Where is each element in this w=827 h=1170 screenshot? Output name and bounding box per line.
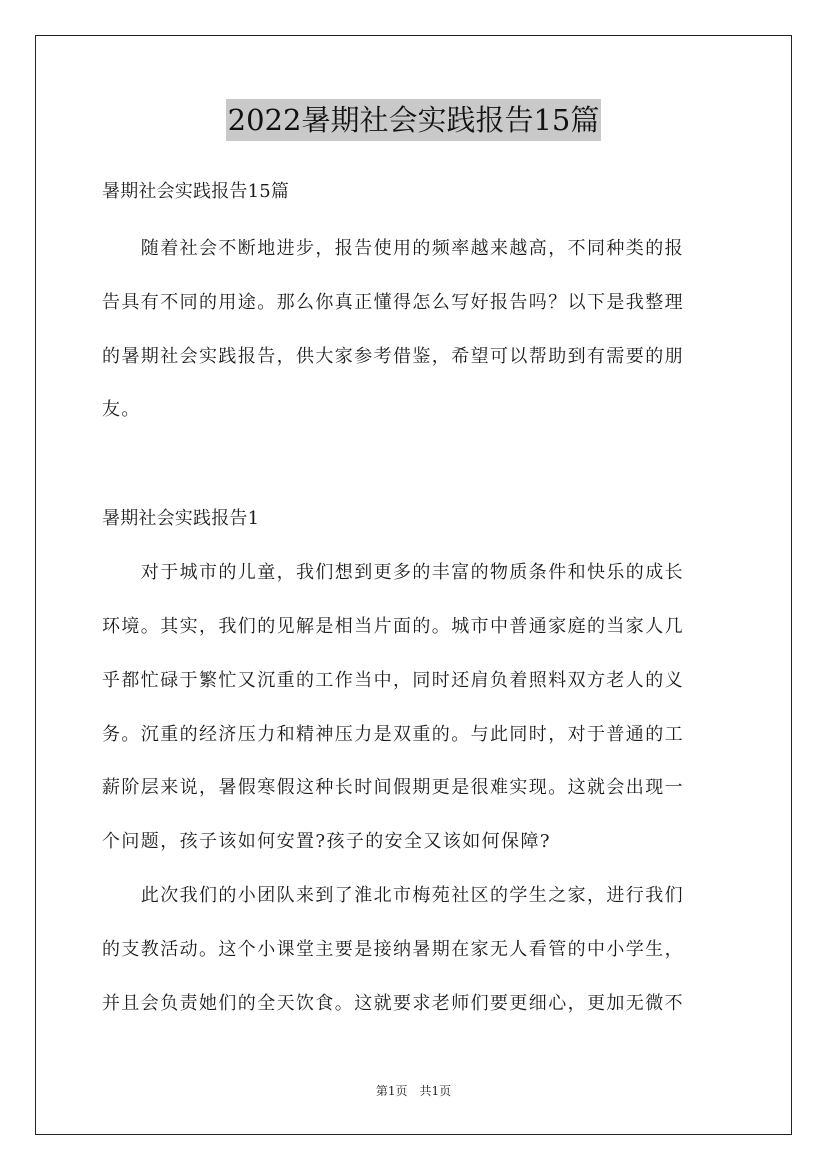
paragraph-line: 对于城市的儿童，我们想到更多的丰富的物质条件和快乐的成长 — [102, 562, 684, 583]
paragraph-line: 个问题，孩子该如何安置?孩子的安全又该如何保障? — [102, 831, 551, 852]
paragraph-line: 乎都忙碌于繁忙又沉重的工作当中，同时还肩负着照料双方老人的义 — [102, 670, 684, 691]
paragraph-line: 务。沉重的经济压力和精神压力是双重的。与此同时，对于普通的工 — [102, 724, 684, 745]
page-number: 第1页 共1页 — [375, 1084, 452, 1098]
section-heading: 暑期社会实践报告1 — [102, 508, 260, 529]
intro-line: 的暑期社会实践报告，供大家参考借鉴，希望可以帮助到有需要的朋 — [102, 346, 684, 367]
document-title: 2022暑期社会实践报告15篇 — [226, 99, 602, 141]
intro-line: 告具有不同的用途。那么你真正懂得怎么写好报告吗？以下是我整理 — [102, 292, 684, 313]
intro-line: 友。 — [102, 399, 141, 420]
paragraph-line: 并且会负责她们的全天饮食。这就要求老师们要更细心，更加无微不 — [102, 993, 684, 1014]
paragraph-line: 环境。其实，我们的见解是相当片面的。城市中普通家庭的当家人几 — [102, 616, 684, 637]
paragraph-line: 薪阶层来说，暑假寒假这种长时间假期更是很难实现。这就会出现一 — [102, 777, 684, 798]
intro-line: 随着社会不断地进步，报告使用的频率越来越高，不同种类的报 — [102, 238, 684, 259]
paragraph-line: 的支教活动。这个小课堂主要是接纳暑期在家无人看管的中小学生， — [102, 939, 684, 960]
document-subtitle: 暑期社会实践报告15篇 — [102, 181, 290, 202]
paragraph-line: 此次我们的小团队来到了淮北市梅苑社区的学生之家，进行我们 — [102, 885, 684, 906]
title-container — [0, 99, 827, 141]
